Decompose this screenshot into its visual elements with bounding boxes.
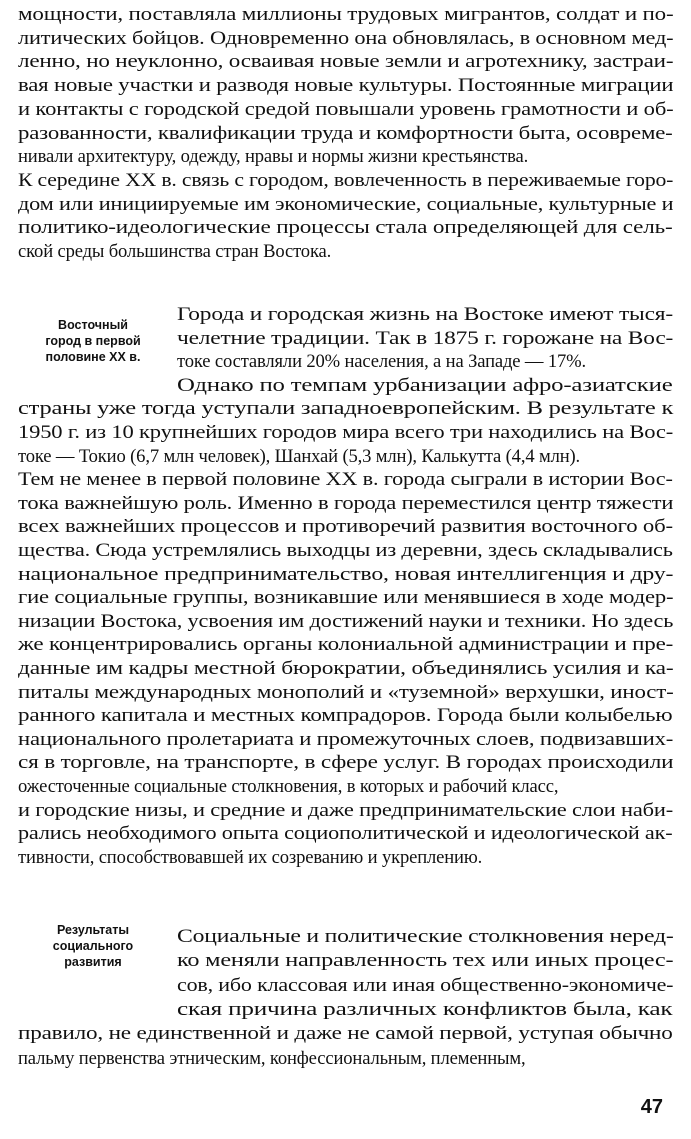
text-line: мощности, поставляла миллионы трудовых мигрантов, солдат и по- (18, 4, 674, 25)
text-line: сов, ибо классовая или иная общественно-экономиче- (177, 974, 674, 996)
text-line: тока важнейшую роль. Именно в города переместился центр тяжести (18, 492, 674, 514)
text-line: щества. Сюда устремлялись выходцы из деревни, здесь складывались (18, 540, 673, 561)
text-line: нивали архитектуру, одежду, нравы и нормы жизни крестьянства. (18, 146, 529, 168)
text-line: национальное предпринимательство, новая интеллигенция и дру- (18, 563, 674, 585)
text-line: всех важнейших процессов и противоречий развития восточного об- (18, 516, 673, 538)
text-line: гие социальные группы, возникавшие или менявшиеся в ходе модер- (18, 587, 674, 609)
page-number: 47 (640, 1096, 663, 1118)
side-heading-line: половине XX в. (45, 350, 141, 364)
text-line: 1950 г. из 10 крупнейших городов мира всего три находились на Вос- (18, 422, 674, 443)
text-line: низации Востока, усвоения им достижений науки и техники. Но здесь (18, 610, 674, 632)
text-line: ко меняли направленность тех или иных процес- (177, 950, 674, 972)
text-line: разованности, квалификации труда и комфортности быта, осовреме- (18, 122, 673, 144)
text-line: ленно, но неуклонно, осваивая новые земли и агротехнику, застраи- (18, 51, 674, 73)
text-line: литических бойцов. Одновременно она обновлялась, в основном мед- (18, 27, 674, 49)
text-line: политико-идеологические процессы стала определяющей для сель- (18, 217, 673, 239)
side-heading-line: город в первой (45, 334, 141, 348)
text-line: ской среды большинства стран Востока. (18, 241, 332, 262)
text-line: тивности, способствовавшей их созреванию и укреплению. (18, 846, 483, 868)
text-line: Однако по темпам урбанизации афро-азиатские (177, 374, 673, 396)
side-heading-social-results (18, 922, 168, 970)
side-heading-line: социального (52, 939, 134, 953)
text-line: токе составляли 20% населения, а на Западе — 17%. (177, 351, 586, 373)
text-line: данные им кадры местной бюрократии, объединялись усилия и ка- (18, 658, 674, 679)
text-line: питалы международных монополий и «туземной» верхушки, иност- (18, 681, 674, 703)
text-line: ская причина различных конфликтов была, как (177, 998, 673, 1020)
text-line: ожесточенные социальные столкновения, в которых и рабочий класс, (18, 776, 559, 797)
text-line: Социальные и политические столкновения неред- (177, 926, 674, 947)
text-line: токе — Токио (6,7 млн человек), Шанхай (5,3 млн), Калькутта (4,4 млн). (18, 445, 581, 467)
text-line: и контакты с городской средой повышали уровень грамотности и об- (18, 98, 674, 120)
text-line: и городские низы, и средние и даже предпринимательские слои наби- (18, 799, 674, 821)
text-line: национального пролетариата и промежуточных слоев, подвизавших- (18, 728, 674, 750)
side-heading-line: Восточный (58, 318, 128, 332)
text-line: Тем не менее в первой половине XX в. города сыграли в истории Вос- (18, 469, 673, 491)
text-line: Города и городская жизнь на Востоке имеют тыся- (177, 304, 673, 325)
text-line: К середине XX в. связь с городом, вовлеченность в переживаемые горо- (18, 169, 674, 191)
text-line: же концентрировались органы колониальной администрации и пре- (18, 634, 674, 656)
text-line: ся в торговле, на транспорте, в сфере услуг. В городах происходили (18, 752, 674, 774)
text-line: вая новые участки и разводя новые культуры. Постоянные миграции (18, 75, 674, 97)
side-heading-line: Результаты (56, 923, 130, 937)
text-line: правило, не единственной и даже не самой первой, уступая обычно (18, 1023, 673, 1045)
text-line: дом или инициируемые им экономические, социальные, культурные и (18, 193, 674, 215)
text-line: страны уже тогда уступали западноевропейским. В результате к (18, 398, 674, 420)
text-line: пальму первенства этническим, конфессиональным, племенным, (18, 1047, 526, 1069)
side-heading-eastern-city (18, 317, 168, 365)
text-line: челетние традиции. Так в 1875 г. горожане на Вос- (177, 327, 674, 349)
side-heading-line: развития (64, 955, 122, 969)
text-line: рались необходимого опыта социополитической и идеологической ак- (18, 823, 673, 845)
text-line: ранного капитала и местных компрадоров. Города были колыбелью (18, 705, 673, 727)
